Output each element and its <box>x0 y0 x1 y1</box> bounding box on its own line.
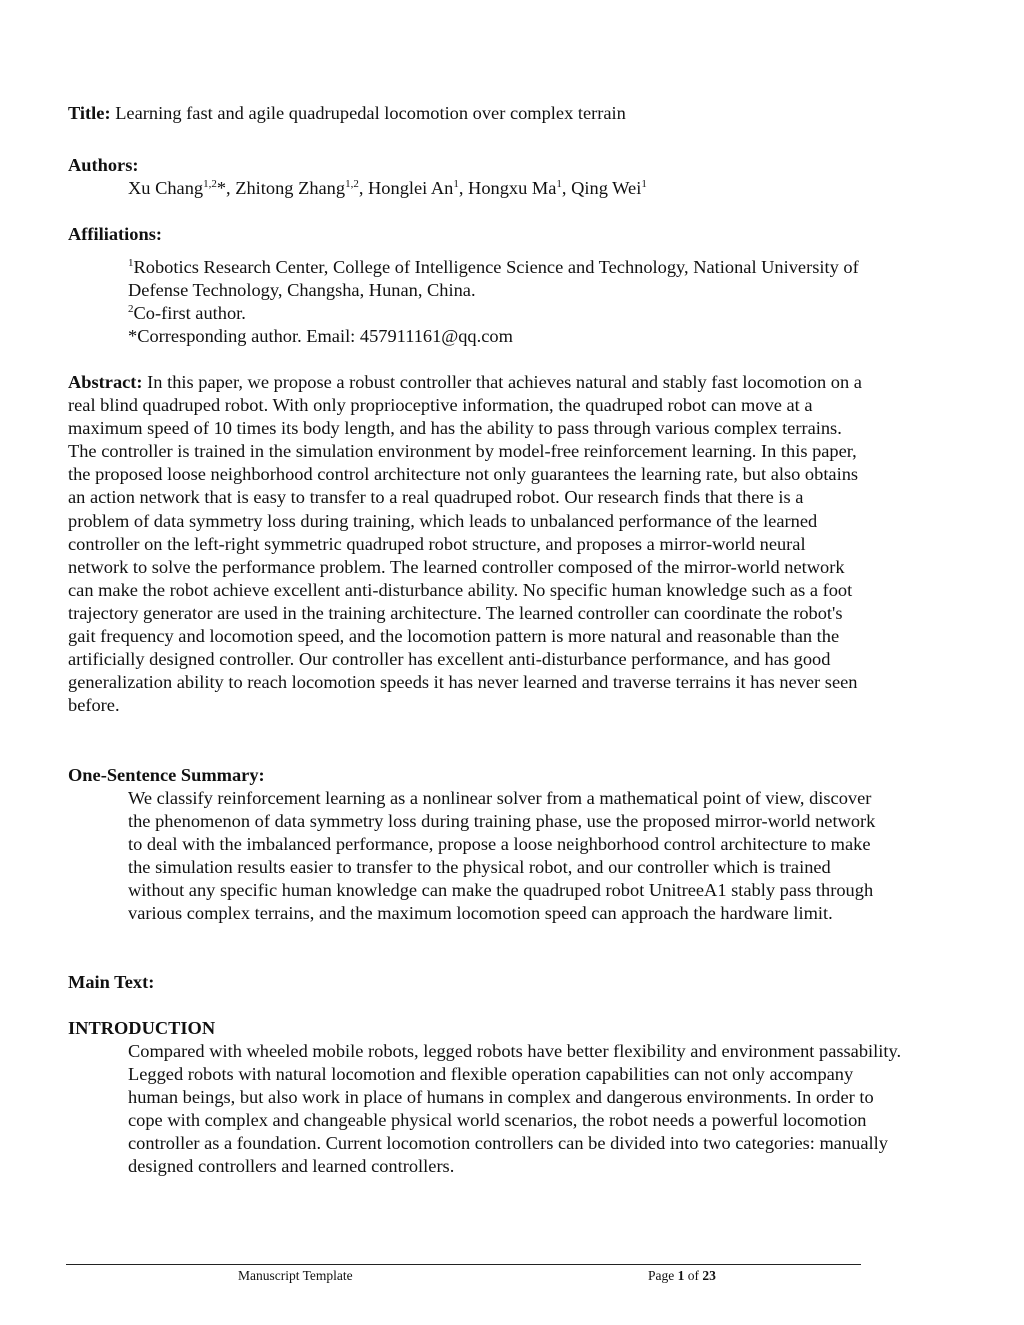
introduction-text: Compared with wheeled mobile robots, legged robots have better flexibility and environment passability. Legged robots with natural locomotion and flexible operation capabilities can not only accompany human beings, but also work in place of humans in complex and dangerous environments. In order to cope with complex and changeable physical world scenarios, the robot needs a powerful locomotion controller as a foundation. Current locomotion controllers can be divided into two categories: manually designed controllers and learned controllers. <box>128 1041 902 1177</box>
author: Zhitong Zhang$^{1,2}$, <box>235 178 369 198</box>
abstract-text: In this paper, we propose a robust controller that achieves natural and stably fast locomotion on a real blind quadruped robot. With only proprioceptive information, the quadruped robot can move at a maximum speed of 10 times its body length, and has the ability to pass through various complex terrains. The controller is trained in the simulation environment by model-free reinforcement learning. In this paper, the proposed loose neighborhood control architecture not only guarantees the learning rate, but also obtains an action network that is easy to transfer to a real quadruped robot. Our research finds that there is a problem of data symmetry loss during training, which leads to unbalanced performance of the learned controller on the left-right symmetric quadruped robot structure, and proposes a mirror-world neural network to solve the performance problem. The learned controller composed of the mirror-world network can make the robot achieve excellent anti-disturbance ability. No specific human knowledge such as a foot trajectory generator are used in the training architecture. The learned controller can coordinate the robot's gait frequency and locomotion speed, and the locomotion pattern is more natural and reasonable than the artificially designed controller. Our controller has excellent anti-disturbance performance, and has good generalization ability to reach locomotion speeds it has never learned and traverse terrains it has never seen before. <box>68 372 862 716</box>
affiliation-item: $^2$Co-first author. <box>128 303 246 324</box>
summary-text: We classify reinforcement learning as a nonlinear solver from a mathematical point of view, discover the phenomenon of data symmetry loss during training phase, use the proposed mirror-world network to deal with the imbalanced performance, propose a loose neighborhood control architecture to make the simulation results easier to transfer to the physical robot, and our controller which is trained without any specific human knowledge can make the quadruped robot UnitreeA1 stably pass through various complex terrains, and the maximum locomotion speed can approach the hardware limit. <box>128 788 876 924</box>
footer-template-label: Manuscript Template <box>238 1268 353 1283</box>
affiliation-list <box>68 256 888 348</box>
affiliation-item: *Corresponding author. Email: 457911161@qq.com <box>128 326 513 347</box>
author: Honglei An$^1$, <box>368 178 469 198</box>
title-block <box>68 102 868 125</box>
abstract-label: Abstract: <box>68 372 143 392</box>
introduction-heading: INTRODUCTION <box>68 1018 216 1038</box>
authors-label: Authors: <box>68 155 139 175</box>
title-label: Title: <box>68 103 111 123</box>
summary-label: One-Sentence Summary: <box>68 765 265 785</box>
abstract-block <box>68 371 864 717</box>
affiliation-item: $^1$Robotics Research Center, College of Intelligence Science and Technology, National University of Defense Technology, Changsha, Hunan, China. <box>128 257 859 301</box>
footer-divider <box>66 1264 861 1265</box>
author: Xu Chang$^{1,2}$*, <box>128 178 236 198</box>
affiliations-label: Affiliations: <box>68 224 162 244</box>
author: Hongxu Ma$^1$, <box>468 178 572 198</box>
main-text-label: Main Text: <box>68 972 155 992</box>
author: Qing Wei$^1$ <box>571 178 647 198</box>
author-list <box>68 177 928 200</box>
page-number: Page 1 of 23 <box>648 1268 716 1283</box>
paper-title: Learning fast and agile quadrupedal locomotion over complex terrain <box>115 103 626 123</box>
